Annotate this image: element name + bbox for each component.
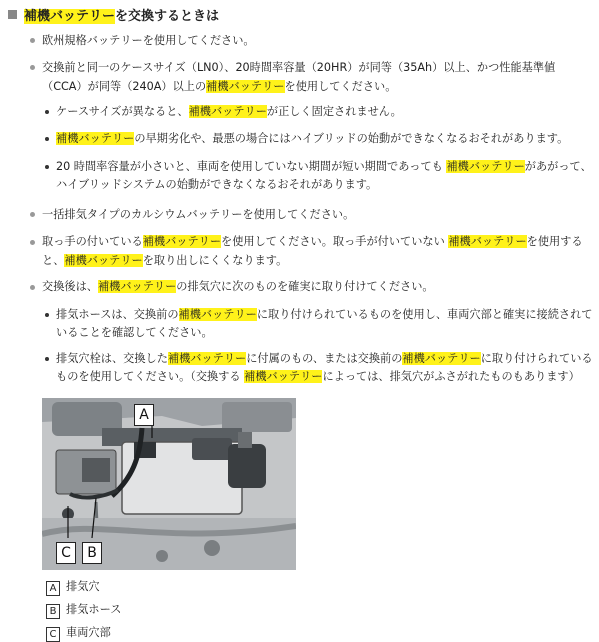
bullet-icon — [45, 137, 49, 141]
list-item: 排気穴栓は、交換した補機バッテリーに付属のもの、または交換前の補機バッテリーに取り付けられている — [56, 352, 593, 365]
bullet-icon — [30, 38, 35, 43]
bullet-icon — [45, 165, 49, 169]
bullet-icon — [30, 285, 35, 290]
bullet-icon — [30, 212, 35, 217]
list-item: ハイブリッドシステムの始動ができなくなるおそれがあります。 — [56, 178, 378, 191]
highlight: 補機バッテリー — [206, 80, 285, 93]
list-item: 排気ホースは、交換前の補機バッテリーに取り付けられているものを使用し、車両穴部と確実に接続されて — [56, 308, 593, 321]
highlight: 補機バッテリー — [97, 280, 177, 293]
highlight: 補機バッテリー — [402, 352, 481, 365]
list-item: 取っ手の付いている補機バッテリーを使用してください。取っ手が付いていない 補機バッテリーを使用する — [42, 235, 583, 248]
list-item: ものを使用してください。（交換する 補機バッテリーによっては、排気穴がふさがれたものもあります） — [56, 370, 580, 383]
highlight: 補機バッテリー — [64, 254, 143, 267]
highlight: 補機バッテリー — [446, 160, 525, 173]
battery-engine-bay-drawing — [42, 398, 296, 570]
highlight: 補機バッテリー — [24, 9, 116, 24]
bullet-icon — [45, 357, 49, 361]
bullet-icon — [30, 240, 35, 245]
highlight: 補機バッテリー — [56, 132, 135, 145]
list-item: 交換前と同一のケースサイズ（LN0）、20時間率容量（20HR）が同等（35Ah）以上、かつ性能基準値 — [42, 61, 556, 74]
bullet-icon — [30, 65, 35, 70]
label-c: C — [56, 542, 76, 564]
highlight: 補機バッテリー — [448, 235, 527, 248]
list-item: ケースサイズが異なると、補機バッテリーが正しく固定されません。 — [56, 105, 402, 118]
list-item: 交換後は、補機バッテリーの排気穴に次のものを確実に取り付けてください。 — [42, 280, 434, 293]
section-marker-icon — [8, 10, 17, 19]
highlight: 補機バッテリー — [142, 235, 222, 248]
list-item: 一括排気タイプのカルシウムバッテリーを使用してください。 — [42, 208, 355, 221]
highlight: 補機バッテリー — [188, 105, 267, 118]
bullet-icon — [45, 313, 49, 317]
list-item: 補機バッテリーの早期劣化や、最悪の場合にはハイブリッドの始動ができなくなるおそれがあります。 — [56, 132, 569, 145]
label-a: A — [134, 404, 154, 426]
list-item: いることを確認してください。 — [56, 326, 213, 339]
bullet-icon — [45, 110, 49, 114]
list-item: 欧州規格バッテリーを使用してください。 — [42, 34, 255, 47]
legend-item-b: B 排気ホース — [46, 601, 121, 619]
highlight: 補機バッテリー — [244, 370, 323, 383]
section-title: 補機バッテリーを交換するときは — [8, 5, 219, 24]
legend-item-a: A 排気穴 — [46, 578, 100, 596]
highlight: 補機バッテリー — [178, 308, 257, 321]
label-b: B — [82, 542, 102, 564]
list-item: と、補機バッテリーを取り出しにくくなります。 — [42, 254, 288, 267]
legend-item-c: C 車両穴部 — [46, 624, 111, 642]
battery-illustration — [42, 398, 296, 570]
highlight: 補機バッテリー — [167, 352, 247, 365]
list-item: 20 時間率容量が小さいと、車両を使用していない期間が短い期間であっても 補機バッテリーがあがって、 — [56, 160, 592, 173]
list-item: （CCA）が同等（240A）以上の補機バッテリーを使用してください。 — [42, 80, 397, 93]
